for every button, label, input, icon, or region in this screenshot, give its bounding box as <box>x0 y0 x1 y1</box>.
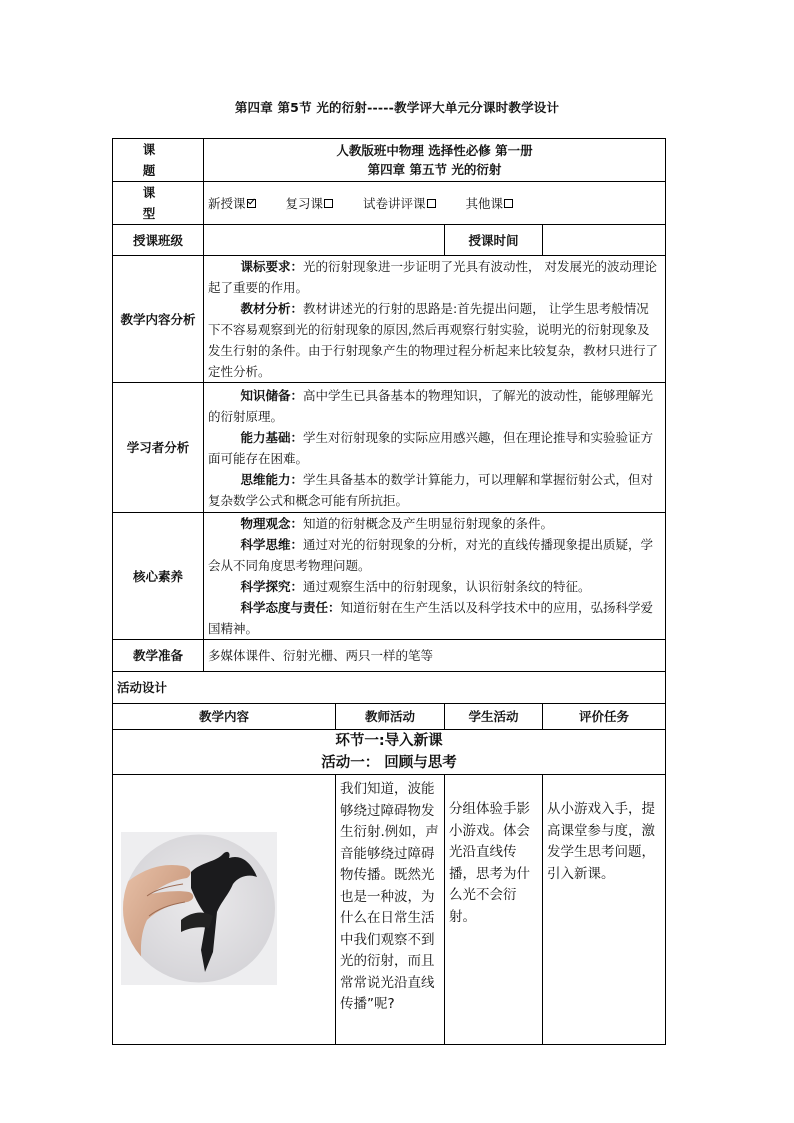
core-literacy-label: 核心素养 <box>113 513 204 640</box>
paragraph: 思维能力：学生具备基本的数学计算能力，可以理解和掌握衍射公式，但对复杂数学公式和概念可能有所抗拒。 <box>208 471 654 508</box>
hand-shadow-image <box>121 832 277 985</box>
preparation-value: 多媒体课件、衍射光栅、两只一样的笔等 <box>204 640 666 672</box>
learner-analysis-label: 学习者分析 <box>113 383 204 513</box>
learner-analysis-row <box>113 383 666 513</box>
teaching-content-cell <box>113 775 336 1045</box>
header-teacher-activity: 教师活动 <box>336 704 445 730</box>
paragraph: 能力基础：学生对衍射现象的实际应用感兴趣，但在理论推导和实验验证方面可能存在困难。 <box>208 429 654 466</box>
document-title: 第四章 第5节 光的衍射-----教学评大单元分课时教学设计 <box>234 100 560 115</box>
content-analysis-text <box>204 256 666 383</box>
activity-design-row <box>113 672 666 704</box>
header-evaluation-task: 评价任务 <box>543 704 666 730</box>
paragraph: 科学探究：通过观察生活中的衍射现象，认识衍射条纹的特征。 <box>240 579 591 594</box>
lesson-type-label: 课 型 <box>113 182 204 225</box>
activity-title: 活动一： 回顾与思考 <box>321 755 457 771</box>
option-other-lesson[interactable]: 其他课 <box>466 193 514 214</box>
content-analysis-label: 教学内容分析 <box>113 256 204 383</box>
topic-value <box>204 139 666 182</box>
checkbox-icon[interactable] <box>324 199 333 208</box>
teacher-activity-cell: 我们知道，波能够绕过障碍物发生衍射.例如，声音能够绕过障碍物传播。既然光也是一种波，为什么在日常生活中我们观察不到光的衍射，而且常常说光沿直线传播”呢? <box>336 775 445 1045</box>
topic-label: 课 题 <box>113 139 204 182</box>
header-student-activity: 学生活动 <box>445 704 543 730</box>
option-test-review-lesson[interactable]: 试卷讲评课 <box>363 193 436 214</box>
time-value[interactable] <box>543 225 666 256</box>
class-label: 授课班级 <box>113 225 204 256</box>
paragraph: 教材分析：教材讲述光的行射的思路是:首先提出问题， 让学生思考般情况下不容易观察到光的衍射现象的原因,然后再观察行射实验，说明光的衍射现象及发生行射的条件。由于行射现象产生的物理过程分析起来比较复杂，教材只进行了定性分析。 <box>208 301 659 379</box>
paragraph: 科学态度与责任：知道衍射在生产生活以及科学技术中的应用，弘扬科学爱国精神。 <box>208 600 654 636</box>
learner-analysis-text <box>204 383 666 513</box>
section-heading-row <box>113 730 666 775</box>
section-heading <box>113 730 666 775</box>
preparation-row <box>113 640 666 672</box>
content-analysis-row <box>113 256 666 383</box>
lesson-type-options <box>204 182 666 225</box>
class-time-row <box>113 225 666 256</box>
paragraph: 知识储备：高中学生已具备基本的物理知识，了解光的波动性，能够理解光的衍射原理。 <box>208 387 654 424</box>
lesson-type-row <box>113 182 666 225</box>
student-activity-cell: 分组体验手影小游戏。体会光沿直线传播，思考为什么光不会衍射。 <box>445 775 543 1045</box>
topic-line-2: 第四章 第五节 光的衍射 <box>367 162 502 177</box>
option-review-lesson[interactable]: 复习课 <box>286 193 334 214</box>
paragraph: 物理观念：知道的衍射概念及产生明显衍射现象的条件。 <box>240 516 554 531</box>
paragraph: 课标要求：光的衍射现象进一步证明了光具有波动性， 对发展光的波动理论起了重要的作用。 <box>208 259 657 295</box>
activity-header-row <box>113 704 666 730</box>
section-title: 环节一:导入新课 <box>335 733 443 749</box>
activity-content-row <box>113 775 666 1045</box>
activity-design-label: 活动设计 <box>113 672 666 704</box>
lesson-plan-table <box>112 138 666 1045</box>
topic-line-1: 人教版班中物理 选择性必修 第一册 <box>336 143 533 158</box>
evaluation-task-cell: 从小游戏入手，提高课堂参与度，激发学生思考问题，引入新课。 <box>543 775 666 1045</box>
option-new-lesson[interactable]: 新授课 <box>208 193 256 214</box>
paragraph: 科学思维：通过对光的衍射现象的分析，对光的直线传播现象提出质疑，学会从不同角度思考物理问题。 <box>208 537 654 573</box>
class-value[interactable] <box>204 225 445 256</box>
preparation-label: 教学准备 <box>113 640 204 672</box>
header-teaching-content: 教学内容 <box>113 704 336 730</box>
topic-row <box>113 139 666 182</box>
time-label: 授课时间 <box>445 225 543 256</box>
core-literacy-row <box>113 513 666 640</box>
checkbox-checked-icon[interactable] <box>247 199 256 208</box>
core-literacy-text <box>204 513 666 640</box>
checkbox-icon[interactable] <box>504 199 513 208</box>
checkbox-icon[interactable] <box>427 199 436 208</box>
